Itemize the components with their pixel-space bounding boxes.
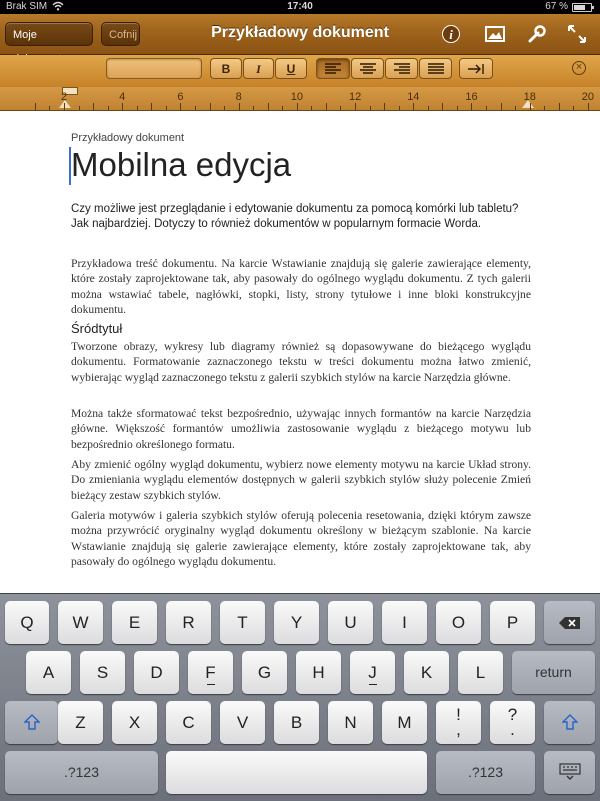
- ruler-number: 6: [177, 91, 184, 103]
- ruler-tick: [93, 103, 94, 110]
- ruler-tick: [239, 103, 240, 110]
- key-z[interactable]: Z: [58, 701, 103, 744]
- ruler-tick: [413, 103, 414, 110]
- key-a[interactable]: A: [26, 651, 71, 694]
- key-f[interactable]: [188, 651, 233, 694]
- ruler-number: 20: [581, 91, 595, 103]
- ruler-tick: [64, 103, 65, 110]
- body-paragraph-4[interactable]: Aby zmienić ogólny wygląd dokumentu, wybierz nowe elementy motywu na karcie Układ strony. Do zmieniania wyglądu elementów dostępnych w galerii szybkich stylów służy polecenie Zmień bieżący zestaw szybkich stylów.: [71, 458, 531, 502]
- ruler-tick: [253, 106, 254, 110]
- close-circle-icon[interactable]: ×: [572, 61, 586, 75]
- battery-icon: [572, 3, 592, 12]
- ruler-tick: [384, 103, 385, 110]
- ruler-tick: [195, 106, 196, 110]
- shift-left-key[interactable]: [5, 701, 58, 744]
- key-m[interactable]: M: [382, 701, 427, 744]
- ruler-tick: [151, 103, 152, 110]
- format-toolbar: [0, 55, 600, 88]
- key-v[interactable]: V: [220, 701, 265, 744]
- lead-paragraph[interactable]: Czy możliwe jest przeglądanie i edytowanie dokumentu za pomocą komórki lub tabletu? Jak najbardziej. Dotyczy to również dokumentów w popularnym formacie Worda.: [71, 203, 519, 230]
- key-i[interactable]: I: [382, 601, 427, 644]
- carrier-label: Brak SIM: [6, 1, 48, 12]
- key-u[interactable]: U: [328, 601, 373, 644]
- ruler-tick: [108, 106, 109, 110]
- ruler-tick: [224, 106, 225, 110]
- align-center-button[interactable]: [351, 58, 384, 79]
- ruler-tick: [326, 103, 327, 110]
- ruler-tick: [573, 106, 574, 110]
- indent-button[interactable]: [459, 58, 493, 79]
- key-j[interactable]: [350, 651, 395, 694]
- ruler-number: 2: [61, 91, 68, 103]
- my-documents-button[interactable]: Moje: [5, 22, 93, 46]
- ruler-tick: [530, 103, 531, 110]
- body-paragraph-2[interactable]: Tworzone obrazy, wykresy lub diagramy również są dopasowywane do bieżącego wyglądu dokumentu. Formatowanie zaznaczonego tekstu w treści dokumentu można łatwo zmienić, wybierając wygląd zaznaczonego tekstu z galerii szybkich stylów na karcie Narzędzia główne.: [71, 340, 531, 384]
- ruler-number: 12: [349, 91, 362, 103]
- numbers-right-key[interactable]: .?123: [436, 751, 535, 794]
- key-g[interactable]: G: [242, 651, 287, 694]
- align-justify-button[interactable]: [419, 58, 452, 79]
- ruler-tick: [428, 106, 429, 110]
- ruler-tick: [588, 103, 589, 110]
- ruler-tick: [559, 103, 560, 110]
- key-e[interactable]: E: [112, 601, 157, 644]
- key-l[interactable]: L: [458, 651, 503, 694]
- document-title: Przykładowy dokument: [211, 24, 389, 41]
- battery-fill: [574, 5, 585, 10]
- font-style-field[interactable]: [106, 58, 202, 79]
- ruler-tick: [399, 106, 400, 110]
- align-left-icon: [324, 63, 342, 75]
- key-x[interactable]: X: [112, 701, 157, 744]
- hide-keyboard-key[interactable]: [544, 751, 595, 794]
- key-p[interactable]: P: [490, 601, 535, 644]
- ruler-tick: [137, 106, 138, 110]
- space-key[interactable]: [166, 751, 427, 794]
- align-right-icon: [393, 63, 411, 75]
- key-d[interactable]: D: [134, 651, 179, 694]
- key-w[interactable]: W: [58, 601, 103, 644]
- document-heading[interactable]: Mobilna edycja: [71, 146, 292, 183]
- info-icon[interactable]: [440, 23, 462, 45]
- shift-icon: [24, 714, 40, 730]
- align-center-icon: [359, 63, 377, 75]
- ruler-tick: [457, 106, 458, 110]
- wrench-icon[interactable]: [526, 23, 548, 45]
- italic-button[interactable]: I: [243, 58, 274, 79]
- ruler-tick: [311, 106, 312, 110]
- fullscreen-icon[interactable]: [566, 23, 588, 45]
- title-toolbar: [0, 14, 600, 55]
- key-j-bump: [369, 684, 377, 685]
- ruler-number: 10: [290, 91, 304, 103]
- ruler[interactable]: [0, 87, 600, 111]
- ruler-tick: [501, 103, 502, 110]
- ruler-tick: [544, 106, 545, 110]
- ruler-tick: [79, 106, 80, 110]
- image-icon[interactable]: [484, 23, 506, 45]
- key-c[interactable]: C: [166, 701, 211, 744]
- body-paragraph-5[interactable]: Galeria motywów i galeria szybkich stylów oferują polecenia resetowania, dzięki którym zawsze można przywrócić oryginalny wygląd dokumentu określony w bieżącym szablonie. Na karcie Wstawianie znajdują się galerie zawierające elementy, które zostały zaprojektowane tak, aby pasowały do ogólnego wyglądu dokumentu.: [71, 509, 531, 569]
- indent-icon: [467, 63, 485, 75]
- ruler-tick: [297, 103, 298, 110]
- key-n[interactable]: N: [328, 701, 373, 744]
- ruler-number: 4: [119, 91, 126, 103]
- body-paragraph-3[interactable]: Można także sformatować tekst bezpośrednio, używając innych formantów na karcie Narzędzia główne. Większość formantów umożliwia zastosowanie wyglądu z bieżącego motywu lub bezpośrednio określonego formatu.: [71, 407, 531, 451]
- ruler-tick: [486, 106, 487, 110]
- ruler-tick: [166, 106, 167, 110]
- ruler-tick: [340, 106, 341, 110]
- key-exclaim-comma[interactable]: ! ,: [436, 701, 481, 744]
- align-left-button[interactable]: [316, 58, 350, 79]
- return-key[interactable]: return: [512, 651, 595, 694]
- on-screen-keyboard: [0, 593, 600, 801]
- document-header: Przykładowy dokument: [71, 132, 185, 144]
- bold-button[interactable]: B: [210, 58, 242, 79]
- ruler-tick: [180, 103, 181, 110]
- ruler-number: 14: [407, 91, 420, 103]
- align-right-button[interactable]: [385, 58, 418, 79]
- key-k[interactable]: K: [404, 651, 449, 694]
- key-t[interactable]: T: [220, 601, 265, 644]
- body-paragraph-1[interactable]: Przykładowa treść dokumentu. Na karcie Wstawianie znajdują się galerie zawierające elementy, które zostały zaprojektowane tak, aby pasowały do ogólnego wyglądu dokumentu. Z tych galerii można wstawiać tabele, nagłówki, stopki, listy, strony tytułowe i inne bloki konstrukcyjne dokumentu.: [71, 257, 531, 317]
- key-q[interactable]: Q: [5, 601, 49, 644]
- key-o[interactable]: O: [436, 601, 481, 644]
- ruler-tick: [355, 103, 356, 110]
- ruler-tick: [210, 103, 211, 110]
- key-h[interactable]: H: [296, 651, 341, 694]
- underline-button[interactable]: U: [275, 58, 307, 79]
- key-question-period[interactable]: ? .: [490, 701, 535, 744]
- key-f-label: F: [205, 663, 216, 682]
- shift-right-key[interactable]: [544, 701, 595, 744]
- ruler-number: 8: [235, 91, 242, 103]
- ruler-tick: [122, 103, 123, 110]
- numbers-left-key[interactable]: .?123: [5, 751, 158, 794]
- ruler-tick: [370, 106, 371, 110]
- key-j-label: J: [368, 663, 377, 682]
- clock: 17:40: [287, 1, 313, 12]
- shift-icon: [562, 714, 578, 730]
- svg-text:i: i: [449, 27, 453, 42]
- battery-percent: 67 %: [545, 1, 568, 12]
- align-justify-icon: [427, 63, 445, 75]
- key-b[interactable]: B: [274, 701, 319, 744]
- ruler-tick: [35, 103, 36, 110]
- key-f-bump: [207, 684, 215, 685]
- key-y[interactable]: Y: [274, 601, 319, 644]
- ruler-tick: [442, 103, 443, 110]
- subheading[interactable]: Śródtytuł: [71, 321, 123, 336]
- ruler-tick: [282, 106, 283, 110]
- ruler-tick: [471, 103, 472, 110]
- backspace-key[interactable]: [544, 601, 595, 644]
- ruler-tick: [49, 106, 50, 110]
- ruler-number: 16: [465, 91, 478, 103]
- ruler-number: 18: [523, 91, 536, 103]
- hide-keyboard-icon: [559, 763, 581, 781]
- key-s[interactable]: S: [80, 651, 125, 694]
- status-bar: [0, 0, 600, 14]
- ruler-tick: [268, 103, 269, 110]
- undo-button[interactable]: Cofnij: [101, 22, 140, 46]
- backspace-icon: [558, 616, 582, 630]
- key-r[interactable]: R: [166, 601, 211, 644]
- ruler-tick: [515, 106, 516, 110]
